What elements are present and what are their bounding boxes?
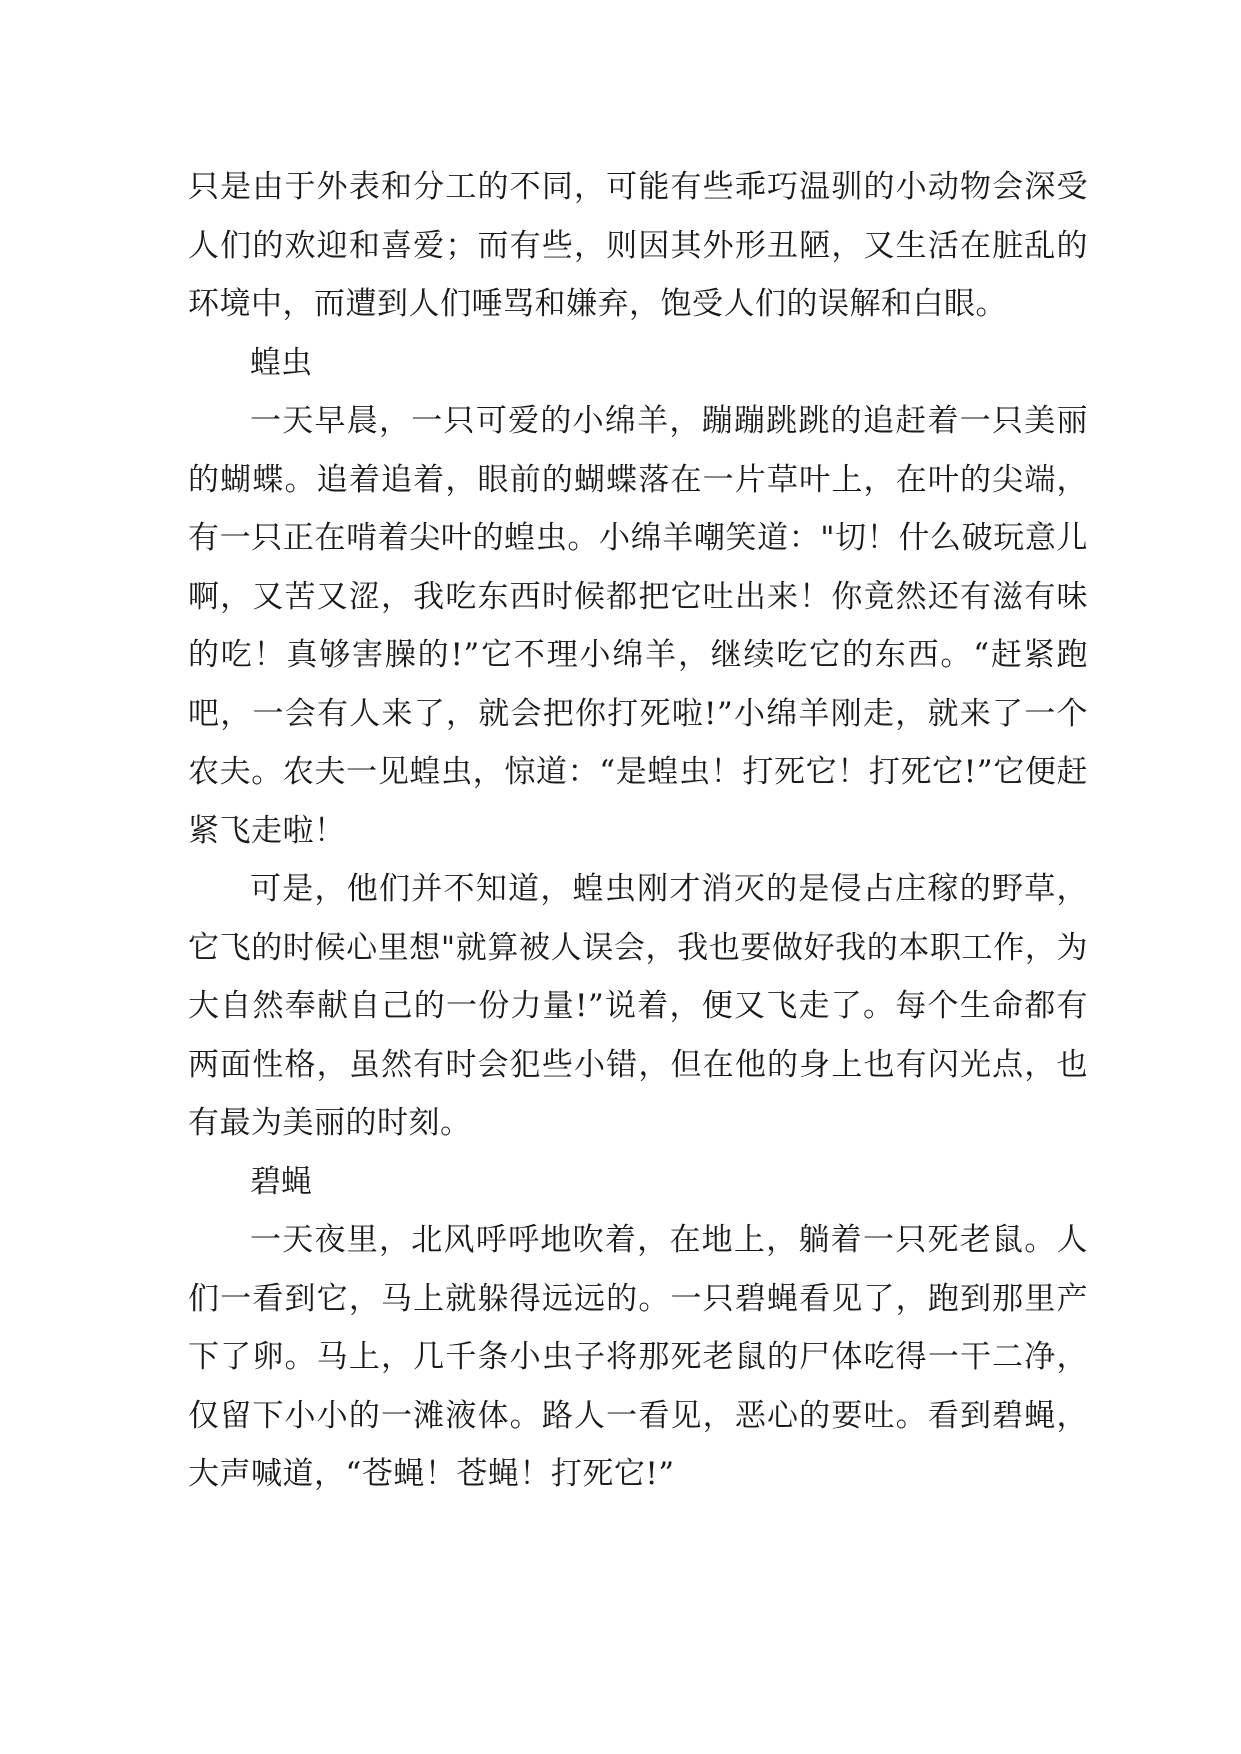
fly-story-paragraph: 一天夜里，北风呼呼地吹着，在地上，躺着一只死老鼠。人们一看到它，马上就躲得远远的。一只碧蝇看见了，跑到那里产下了卵。马上，几千条小虫子将那死老鼠的尸体吃得一干二净，仅留下小小的一滩液体。路人一看见，恶心的要吐。看到碧蝇，大声喊道，“苍蝇！苍蝇！打死它!” <box>188 1222 1088 1492</box>
section-heading-greenbottle-fly: 碧蝇 <box>250 1163 312 1200</box>
section-heading-locust: 蝗虫 <box>250 344 312 381</box>
locust-story-paragraph: 一天早晨，一只可爱的小绵羊，蹦蹦跳跳的追赶着一只美丽的蝴蝶。追着追着，眼前的蝴蝶落在一片草叶上，在叶的尖端，有一只正在啃着尖叶的蝗虫。小绵羊嘲笑道："切！什么破玩意儿啊，又苦又涩，我吃东西时候都把它吐出来！你竟然还有滋有味的吃！真够害臊的!”它不理小绵羊，继续吃它的东西。“赶紧跑吧，一会有人来了，就会把你打死啦!”小绵羊刚走，就来了一个农夫。农夫一见蝗虫，惊道：“是蝗虫！打死它！打死它!”它便赶紧飞走啦！ <box>188 403 1088 849</box>
locust-reflection-paragraph: 可是，他们并不知道，蝗虫刚才消灭的是侵占庄稼的野草，它飞的时候心里想"就算被人误会，我也要做好我的本职工作，为大自然奉献自己的一份力量!”说着，便又飞走了。每个生命都有两面性格，虽然有时会犯些小错，但在他的身上也有闪光点，也有最为美丽的时刻。 <box>188 871 1088 1141</box>
intro-paragraph: 只是由于外表和分工的不同，可能有些乖巧温驯的小动物会深受人们的欢迎和喜爱；而有些，则因其外形丑陋，又生活在脏乱的环境中，而遭到人们唾骂和嫌弃，饱受人们的误解和白眼。 <box>188 169 1088 322</box>
document-body <box>188 158 1088 1504</box>
